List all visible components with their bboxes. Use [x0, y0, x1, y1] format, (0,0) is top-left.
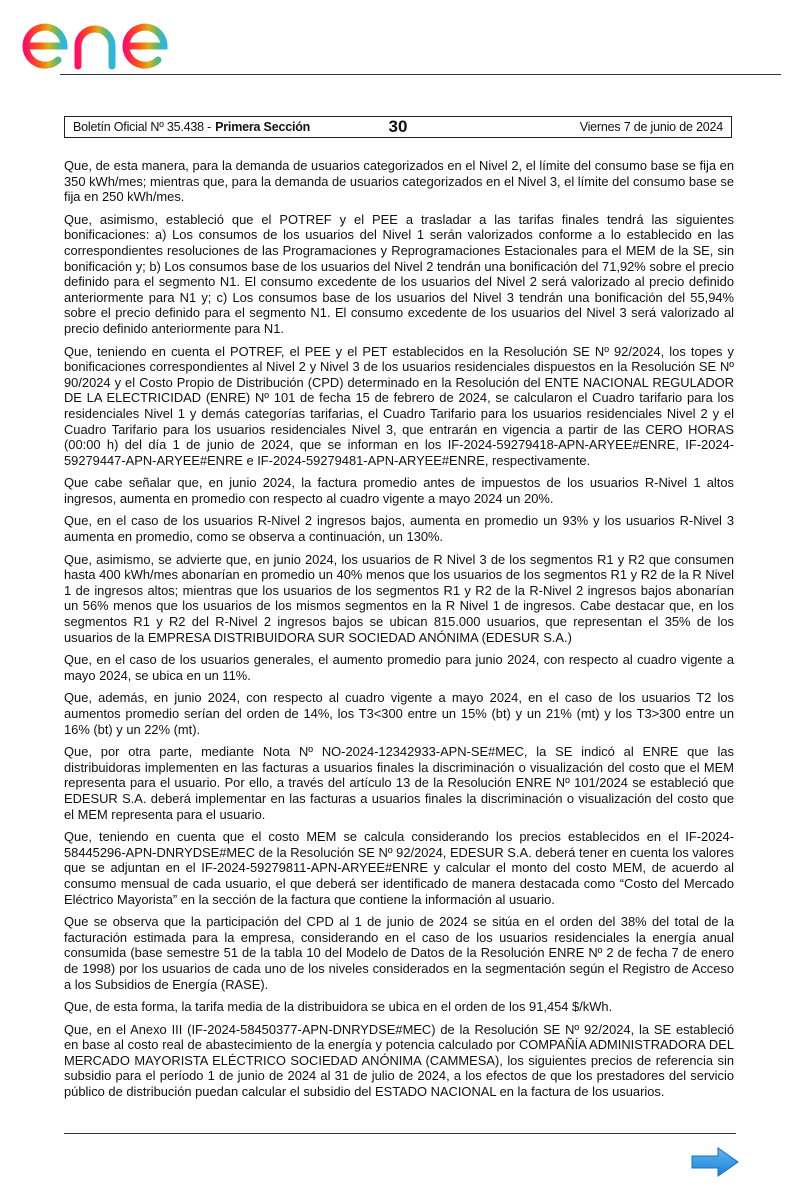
enel-logo-graphic: [18, 4, 193, 70]
footer-divider: [64, 1133, 736, 1134]
page-number: 30: [388, 117, 408, 136]
paragraph: Que, teniendo en cuenta el POTREF, el PEE y el PET establecidos en la Resolución SE Nº 92/2024, los topes y bonificaciones correspondientes al Nivel 2 y Nivel 3 de los usuarios residenciales dispuestos en la Resolución SE Nº 90/2024 y el Costo Propio de Distribución (CPD) determinado en la Resolución del ENTE NACIONAL REGULADOR DE LA ELECTRICIDAD (ENRE) Nº 101 de fecha 15 de febrero de 2024, se calcularon el Cuadro tarifario para los residenciales Nivel 1 y demás categorías tarifarias, el Cuadro Tarifario para los usuarios residenciales Nivel 2 y el Cuadro Tarifario para los usuarios residenciales Nivel 3, que entrarán en vigencia a partir de las CERO HORAS (00:00 h) del día 1 de junio de 2024, que se informan en los IF-2024-59279418-APN-ARYEE#ENRE, IF-2024-59279447-APN-ARYEE#ENRE e IF-2024-59279481-APN-ARYEE#ENRE, respectivamente.: [64, 343, 734, 468]
enel-logo: [18, 4, 193, 70]
paragraph: Que, en el Anexo III (IF-2024-58450377-APN-DNRYDSE#MEC) de la Resolución SE Nº 92/2024, la SE estableció en base al costo real de abastecimiento de la energía y potencia calculado por COMPAÑÍA ADMINISTRADORA DEL MERCADO MAYORISTA ELÉCTRICO SOCIEDAD ANÓNIMA (CAMMESA), los siguientes precios de referencia sin subsidio para el período 1 de junio de 2024 al 31 de julio de 2024, a los efectos de que los prestadores del servicio público de distribución puedan calcular el subsidio del ESTADO NACIONAL en la factura de los usuarios.: [64, 1021, 734, 1100]
header-divider: [60, 74, 781, 75]
next-page-button[interactable]: [690, 1146, 740, 1178]
bulletin-header: [64, 116, 732, 138]
paragraph: Que se observa que la participación del CPD al 1 de junio de 2024 se sitúa en el orden del 38% del total de la facturación estimada para la empresa, considerando en el caso de los usuarios residenciales la energía anual consumida (base semestre 51 de la tabla 10 del Modelo de Datos de la Resolución ENRE Nº 2 de fecha 7 de enero de 1998) por los usuarios de cada uno de los niveles considerados en la segmentación según el Registro de Acceso a los Subsidios de Energía (RASE).: [64, 914, 734, 992]
bulletin-title: [73, 120, 310, 134]
paragraph: Que cabe señalar que, en junio 2024, la factura promedio antes de impuestos de los usuarios R-Nivel 1 altos ingresos, aumenta en promedio con respecto al cuadro vigente a mayo 2024 un 20%.: [64, 475, 734, 506]
paragraph: Que, teniendo en cuenta que el costo MEM se calcula considerando los precios establecidos en el IF-2024-58445296-APN-DNRYDSE#MEC de la Resolución SE Nº 92/2024, EDESUR S.A. deberá tener en cuenta los valores que se adjuntan en el IF-2024-59279811-APN-ARYEE#ENRE y calcular el monto del costo MEM, de acuerdo al consumo mensual de cada usuario, el que deberá ser identificado de manera destacada como “Costo del Mercado Eléctrico Mayorista” en la sección de la factura que contiene la información al usuario.: [64, 829, 734, 907]
paragraph: Que, de esta forma, la tarifa media de la distribuidora se ubica en el orden de los 91,454 $/kWh.: [64, 999, 613, 1015]
bulletin-section: Primera Sección: [215, 120, 311, 134]
arrow-right-icon: [690, 1146, 740, 1178]
paragraph: Que, en el caso de los usuarios generales, el aumento promedio para junio 2024, con respecto al cuadro vigente a mayo 2024, se ubica en un 11%.: [64, 652, 734, 683]
paragraph: Que, asimismo, estableció que el POTREF y el PEE a trasladar a las tarifas finales tendrá las siguientes bonificaciones: a) Los consumos de los usuarios del Nivel 1 serán valorizados conforme a lo establecido en las correspondientes resoluciones de las Programaciones y Reprogramaciones Estacionales para el MEM de la SE, sin bonificación y; b) Los consumos base de los usuarios del Nivel 2 tendrán una bonificación del 71,92% sobre el precio definido para el segmento N1. El consumo excedente de los usuarios del Nivel 2 será valorizado al precio definido anteriormente para N1 y; c) Los consumos base de los usuarios del Nivel 3 tendrán una bonificación del 55,94% sobre el precio definido para el segmento N1. El consumo excedente de los usuarios del Nivel 3 será valorizado al precio definido anteriormente para N1.: [64, 211, 734, 336]
paragraph: Que, por otra parte, mediante Nota Nº NO-2024-12342933-APN-SE#MEC, la SE indicó al ENRE que las distribuidoras implementen en las facturas a usuarios finales la discriminación o visualización del costo que el MEM representa para el usuario. Por ello, a través del artículo 13 de la Resolución ENRE Nº 101/2024 se estableció que EDESUR S.A. deberá implementar en las facturas a usuarios finales la discriminación o visualización del costo que el MEM representa para el usuario.: [64, 744, 734, 822]
paragraph: Que, en el caso de los usuarios R-Nivel 2 ingresos bajos, aumenta en promedio un 93% y los usuarios R-Nivel 3 aumenta en promedio, como se observa a continuación, un 130%.: [64, 513, 734, 545]
paragraph: Que, además, en junio 2024, con respecto al cuadro vigente a mayo 2024, en el caso de los usuarios T2 los aumentos promedio serían del orden de 14%, los T3<300 entre un 15% (bt) y un 21% (mt) y los T3>300 entre un 16% (bt) y un 22% (mt).: [64, 690, 734, 737]
document-body: [64, 158, 734, 1107]
paragraph: Que, asimismo, se advierte que, en junio 2024, los usuarios de R Nivel 3 de los segmentos R1 y R2 que consumen hasta 400 kWh/mes abonarían en promedio un 40% menos que los usuarios de los segmentos R1 y R2 de la R Nivel 1 de ingresos altos; mientras que los usuarios de los segmentos R1 y R2 de la R-Nivel 2 ingresos bajos abonarían un 56% menos que los usuarios de los mismos segmentos en la R Nivel 1 de ingresos. Cabe destacar que, en los segmentos R1 y R2 del R-Nivel 2 ingresos bajos se ubican 815.000 usuarios, que representan el 35% de los usuarios de la EMPRESA DISTRIBUIDORA SUR SOCIEDAD ANÓNIMA (EDESUR S.A.): [64, 551, 734, 645]
bulletin-date: Viernes 7 de junio de 2024: [579, 120, 723, 134]
bulletin-publication: Boletín Oficial Nº 35.438 -: [73, 120, 212, 134]
paragraph: Que, de esta manera, para la demanda de usuarios categorizados en el Nivel 2, el límite del consumo base se fija en 350 kWh/mes; mientras que, para la demanda de usuarios categorizados en el Nivel 3, el límite del consumo base se fija en 250 kWh/mes.: [64, 158, 734, 205]
